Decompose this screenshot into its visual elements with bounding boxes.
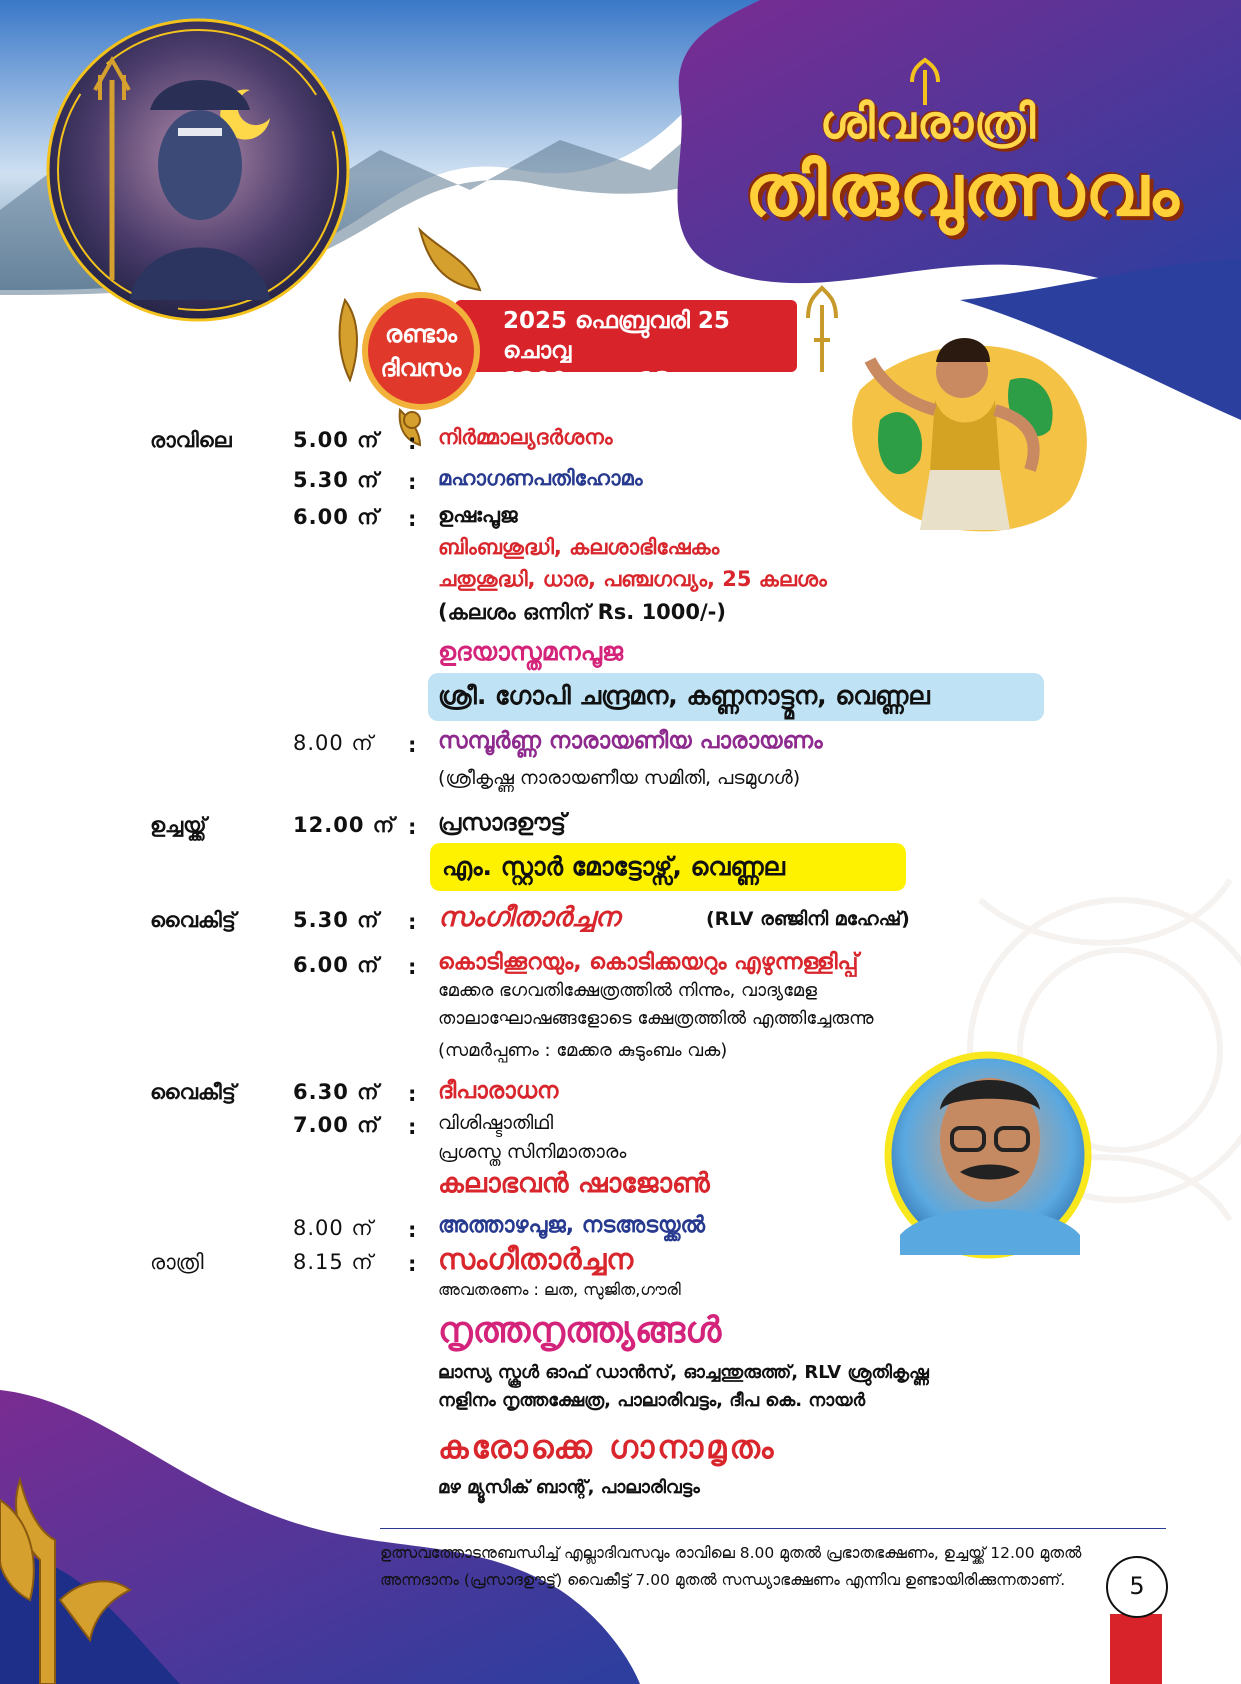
morning-label: രാവിലെ bbox=[150, 428, 232, 452]
dance-school-line2: നളിനം നൃത്തക്ഷേത്ര, പാലാരിവട്ടം, ദീപ കെ. നായർ bbox=[438, 1390, 866, 1411]
time-1830: 6.30 ന് bbox=[293, 1080, 380, 1104]
colon: : bbox=[408, 955, 417, 979]
colon: : bbox=[408, 430, 417, 454]
event-nrithanrithyangal: നൃത്തനൃത്ത്യങ്ങൾ bbox=[438, 1310, 722, 1351]
evening-label-1: വൈകിട്ട് bbox=[150, 908, 236, 932]
colon: : bbox=[408, 470, 417, 494]
time-600: 6.00 ന് bbox=[293, 505, 380, 529]
procession-sponsor: (സമർപ്പണം : മേക്കര കുടുംബം വക) bbox=[438, 1040, 728, 1061]
colon: : bbox=[408, 815, 417, 839]
colon: : bbox=[408, 733, 417, 757]
evening-label-2: വൈകീട്ട് bbox=[150, 1080, 236, 1104]
dancer-image bbox=[852, 338, 1087, 531]
day-badge bbox=[362, 292, 480, 410]
trishul-icon bbox=[808, 288, 836, 372]
chief-guest-label: വിശിഷ്ടാതിഥി bbox=[438, 1112, 554, 1134]
event-nirmalya: നിർമ്മാല്യദർശനം bbox=[438, 425, 613, 449]
priest-name: ശ്രീ. ഗോപി ചന്ദ്രമന, കണ്ണനാട്ട്മന, വെണ്ണല bbox=[438, 681, 930, 710]
narayaneeya-group: (ശ്രീകൃഷ്ണ നാരായണീയ സമിതി, പടമുഗൾ) bbox=[438, 767, 801, 789]
colon: : bbox=[408, 1082, 417, 1106]
event-prasada-oottu: പ്രസാദഊട്ട് bbox=[438, 810, 566, 836]
footer-line1: ഉത്സവത്തോടനുബന്ധിച്ച് എല്ലാദിവസവും രാവിലെ 8.00 മുതൽ പ്രഭാതഭക്ഷണം, ഉച്ചയ്ക്ക് 12.00 മുതൽ bbox=[380, 1544, 1082, 1562]
chief-guest-role: പ്രശസ്ത സിനിമാതാരം bbox=[438, 1141, 627, 1163]
sangeetharchana-artist: (RLV രഞ്ജിനി മഹേഷ്) bbox=[706, 908, 910, 930]
colon: : bbox=[408, 1252, 417, 1276]
event-kodikkoora: കൊടിക്കൂറയും, കൊടിക്കയറും എഴുന്നള്ളിപ്പ് bbox=[438, 950, 859, 975]
colon: : bbox=[408, 910, 417, 934]
time-1900: 7.00 ന് bbox=[293, 1113, 380, 1137]
event-athazha-pooja: അത്താഴപൂജ, നടഅടയ്ക്കൽ bbox=[438, 1213, 706, 1238]
actor-portrait bbox=[888, 1055, 1088, 1255]
noon-label: ഉച്ചയ്ക്ക് bbox=[150, 813, 207, 837]
event-chathushuddhi: ചതുശുദ്ധി, ധാര, പഞ്ചഗവ്യം, 25 കലശം bbox=[438, 567, 827, 591]
time-2000: 8.00 ന് bbox=[293, 1216, 374, 1240]
sponsor-name: എം. സ്റ്റാർ മോട്ടോഴ്സ്, വെണ്ണല bbox=[442, 852, 785, 881]
event-sangeetharchana: സംഗീതാർച്ചന bbox=[438, 902, 620, 933]
performers: അവതരണം : ലത, സുജിത,ഗൗരി bbox=[438, 1280, 681, 1299]
date-line2: 1200 കുംഭം 13, ഉത്രാടം bbox=[503, 368, 765, 394]
event-karaoke: കരോക്കെ ഗാനാമൃതം bbox=[438, 1428, 777, 1466]
date-ribbon bbox=[455, 300, 797, 394]
event-narayaneeya: സമ്പൂർണ്ണ നാരായണീയ പാരായണം bbox=[438, 728, 823, 754]
colon: : bbox=[408, 1218, 417, 1242]
colon: : bbox=[408, 1115, 417, 1139]
time-2015: 8.15 ന് bbox=[293, 1250, 374, 1274]
time-530: 5.30 ന് bbox=[293, 468, 380, 492]
event-udayasthamana-pooja: ഉദയാസ്തമനപൂജ bbox=[438, 637, 624, 666]
time-500: 5.00 ന് bbox=[293, 428, 380, 452]
chief-guest-name: കലാഭവൻ ഷാജോൺ bbox=[438, 1168, 710, 1199]
title-line1: ശിവരാത്രി bbox=[820, 95, 1037, 149]
time-800: 8.00 ന് bbox=[293, 731, 374, 755]
footer-divider bbox=[380, 1528, 1166, 1529]
time-1200: 12.00 ന് bbox=[293, 813, 396, 837]
footer-line2: അന്നദാനം (പ്രസാദഊട്ട്) വൈകീട്ട് 7.00 മുതൽ സന്ധ്യാഭക്ഷണം എന്നിവ ഉണ്ടായിരിക്കുന്നതാണ്. bbox=[380, 1571, 1066, 1589]
event-sangeetharchana-2: സംഗീതാർച്ചന bbox=[438, 1242, 634, 1276]
page-number: 5 bbox=[1106, 1556, 1168, 1618]
shiva-portrait bbox=[48, 20, 348, 320]
event-bimbashuddhi: ബിംബശുദ്ധി, കലശാഭിഷേകം bbox=[438, 535, 720, 559]
dance-school-line1: ലാസ്യ സ്കൂൾ ഓഫ് ഡാൻസ്, ഓച്ചന്തുരുത്ത്, RLV ശ്രുതികൃഷ്ണ bbox=[438, 1362, 929, 1383]
kalasham-price: (കലശം ഒന്നിന് Rs. 1000/-) bbox=[438, 600, 726, 624]
title-line2: തിരുവുത്സവം bbox=[745, 148, 1180, 232]
date-line1: 2025 ഫെബ്രുവരി 25 ചൊവ്വ bbox=[503, 308, 730, 364]
day-line2: ദിവസം bbox=[380, 354, 462, 382]
procession-line2: താലാഘോഷങ്ങളോടെ ക്ഷേത്രത്തിൽ എത്തിച്ചേരുന്നു bbox=[438, 1008, 874, 1029]
colon: : bbox=[408, 507, 417, 531]
time-1800: 6.00 ന് bbox=[293, 953, 380, 977]
night-label: രാത്രി bbox=[150, 1250, 204, 1274]
event-ganapathi-homam: മഹാഗണപതിഹോമം bbox=[438, 466, 643, 490]
event-usha-pooja: ഉഷഃപൂജ bbox=[438, 503, 518, 527]
page-number-bar bbox=[1110, 1614, 1162, 1684]
procession-line1: മേക്കര ഭഗവതിക്ഷേത്രത്തിൽ നിന്നും, വാദ്യമേള bbox=[438, 980, 817, 1001]
time-1730: 5.30 ന് bbox=[293, 908, 380, 932]
footer-note bbox=[380, 1540, 1150, 1594]
event-deeparadhana: ദീപാരാധന bbox=[438, 1078, 559, 1104]
day-line1: രണ്ടാം bbox=[385, 320, 457, 348]
music-band: മഴ മ്യൂസിക് ബാന്റ്, പാലാരിവട്ടം bbox=[438, 1477, 700, 1498]
